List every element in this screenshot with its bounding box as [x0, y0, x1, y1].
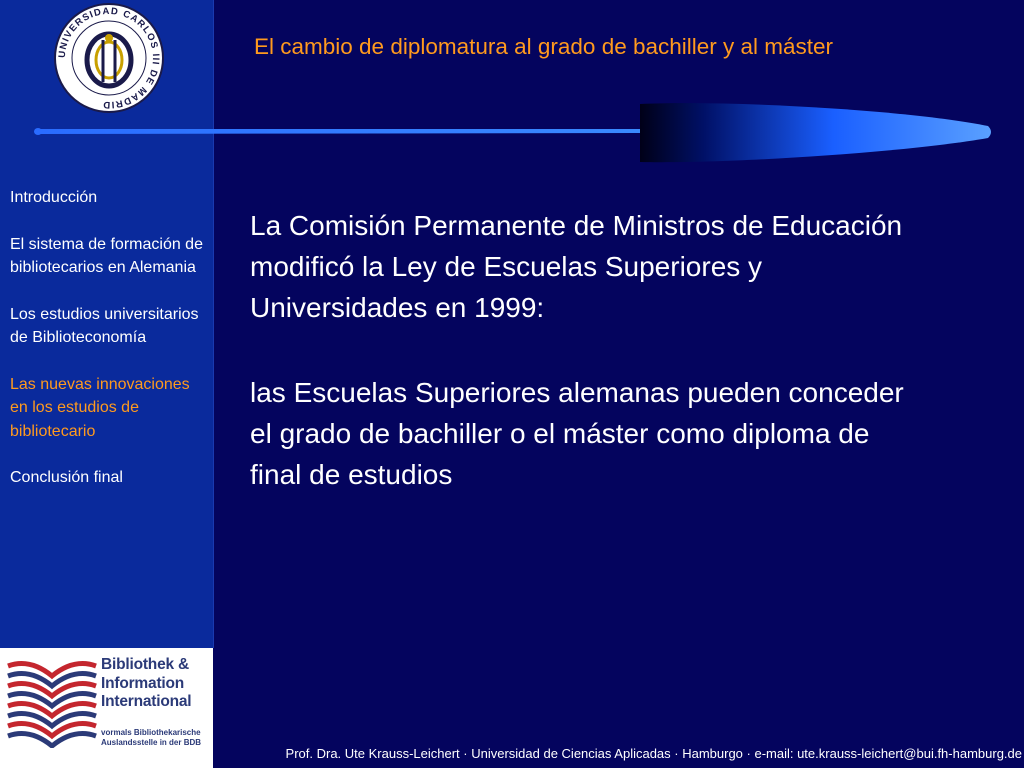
- nav-item-introduccion[interactable]: Introducción: [10, 189, 98, 206]
- body-paragraph-1: La Comisión Permanente de Ministros de Educación modificó la Ley de Escuelas Superiores y Universidades en 1999:: [250, 210, 903, 323]
- nav-item-estudios-universitarios[interactable]: Los estudios universitarios de Biblioteconomía: [10, 305, 199, 346]
- logo-line-2: Information: [101, 674, 185, 692]
- slide-footer: Prof. Dra. Ute Krauss-Leichert · Universidad de Ciencias Aplicadas · Hamburgo · e-mail: ute.krauss-leichert@bui.fh-hamburg.de: [285, 746, 1022, 761]
- slide-body: [250, 205, 910, 539]
- logo-sub-line-1: vormals Bibliothekarische: [101, 728, 201, 737]
- body-paragraph-2: las Escuelas Superiores alemanas pueden conceder el grado de bachiller o el máster como diploma de final de estudios: [250, 377, 904, 490]
- bii-logo-panel: [0, 648, 213, 768]
- logo-line-1: Bibliothek &: [101, 656, 190, 673]
- nav-item-sistema-formacion[interactable]: El sistema de formación de bibliotecarios en Alemania: [10, 235, 203, 276]
- logo-wordmark: [101, 656, 211, 712]
- decorative-swoosh: [30, 98, 994, 168]
- logo-line-3: International: [101, 693, 192, 710]
- logo-subtitle: [101, 728, 211, 748]
- slide-title: El cambio de diplomatura al grado de bachiller y al máster: [254, 34, 834, 59]
- nav-item-conclusion-final[interactable]: Conclusión final: [10, 469, 123, 486]
- nav-item-nuevas-innovaciones[interactable]: Las nuevas innovaciones en los estudios de bibliotecario: [10, 375, 190, 440]
- seal-text: UNIVERSIDAD CARLOS III DE MADRID: [56, 5, 162, 111]
- slide-navigation: [10, 186, 208, 513]
- logo-sub-line-2: Auslandsstelle in der BDB: [101, 738, 202, 747]
- book-stack-logo-icon: [6, 658, 98, 748]
